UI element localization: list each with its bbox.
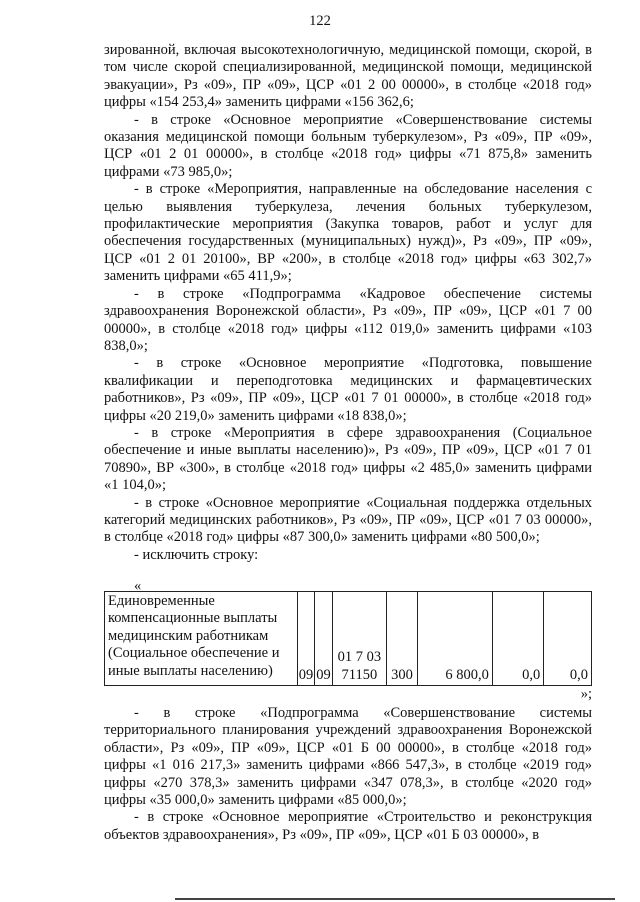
paragraph: - исключить строку: bbox=[134, 546, 259, 563]
value-2020-cell: 0,0 bbox=[544, 592, 592, 686]
pr-cell: 09 bbox=[315, 592, 333, 686]
paragraph: - в строке «Подпрограмма «Кадровое обеспечение системы здравоохранения Воронежской области», Рз «09», ПР «09», ЦСР «01 7 00 00000», в столбце «2018 год» цифры «112 019,0» заменить цифрами «103 838,0»; bbox=[104, 285, 592, 354]
rz-cell: 09 bbox=[297, 592, 315, 686]
paragraph: - в строке «Мероприятия в сфере здравоохранения (Социальное обеспечение и иные выплаты населению)», Рз «09», ПР «09», ЦСР «01 7 01 70890», ВР «300», в столбце «2018 год» цифры «2 485,0» заменить цифрами «1 104,0»; bbox=[104, 424, 592, 494]
paragraph: - в строке «Основное мероприятие «Строительство и реконструкция объектов здравоохранения», Рз «09», ПР «09», ЦСР «01 Б 03 00000», в bbox=[104, 809, 592, 843]
excluded-row-table bbox=[104, 591, 592, 686]
top-text-block bbox=[104, 42, 592, 564]
paragraph: - в строке «Основное мероприятие «Подготовка, повышение квалификации и переподготовка медицинских и фармацевтических работников», Рз «09», ПР «09», ЦСР «01 7 01 00000», в столбце «2018 год» цифры «20 219,0» заменить цифрами «18 838,0»; bbox=[104, 355, 592, 424]
paragraph: - в строке «Основное мероприятие «Социальная поддержка отдельных категорий медицинских работников», Рз «09», ПР «09», ЦСР «01 7 03 00000», в столбце «2018 год» цифры «87 300,0» заменить цифрами «80 500,0»; bbox=[104, 494, 592, 546]
csr-cell: 01 7 03 71150 bbox=[332, 592, 386, 686]
paragraph: - в строке «Мероприятия, направленные на обследование населения с целью выявления туберкулеза, лечения больных туберкулезом, профилактические мероприятия (Закупка товаров, работ и услуг для обеспечения государственных (муниципальных) нужд)», Рз «09», ПР «09», ЦСР «01 2 01 20100», ВР «200», в столбце «2018 год» цифры «63 302,7» заменить цифрами «65 411,9»; bbox=[104, 181, 592, 285]
vr-cell: 300 bbox=[387, 592, 418, 686]
paragraph: - в строке «Основное мероприятие «Совершенствование системы оказания медицинской помощи больным туберкулезом», Рз «09», ПР «09», ЦСР «01 2 01 00000», в столбце «2018 год» цифры «71 875,8» заменить цифрами «73 985,0»; bbox=[104, 111, 592, 180]
value-2019-cell: 0,0 bbox=[492, 592, 543, 686]
opening-quote: « bbox=[134, 578, 142, 594]
closing-quote: »; bbox=[580, 686, 592, 702]
paragraph: зированной, включая высокотехнологичную, медицинской помощи, скорой, в том числе скорой специализированной, медицинской помощи, медицинской эвакуации», Рз «09», ПР «09», ЦСР «01 2 00 00000», в столбце «2018 год» цифры «154 253,4» заменить цифрами «156 362,6; bbox=[104, 42, 592, 111]
table-row bbox=[105, 592, 592, 686]
bottom-text-block bbox=[104, 705, 592, 844]
row-name-cell: Единовременные компенсационные выплаты медицинским работникам (Социальное обеспечение и иные выплаты населению) bbox=[105, 592, 298, 686]
scan-edge-line bbox=[175, 898, 615, 900]
value-2018-cell: 6 800,0 bbox=[417, 592, 492, 686]
paragraph: - в строке «Подпрограмма «Совершенствование системы территориального планирования учреждений здравоохранения Воронежской области», Рз «09», ПР «09», ЦСР «01 Б 00 00000», в столбце «2018 год» цифры «1 016 217,3» заменить цифрами «866 547,3», в столбце «2019 год» цифры «270 378,3» заменить цифрами «347 078,3», в столбце «2020 год» цифры «35 000,0» заменить цифрами «85 000,0»; bbox=[104, 705, 592, 809]
page-number: 122 bbox=[309, 13, 331, 29]
